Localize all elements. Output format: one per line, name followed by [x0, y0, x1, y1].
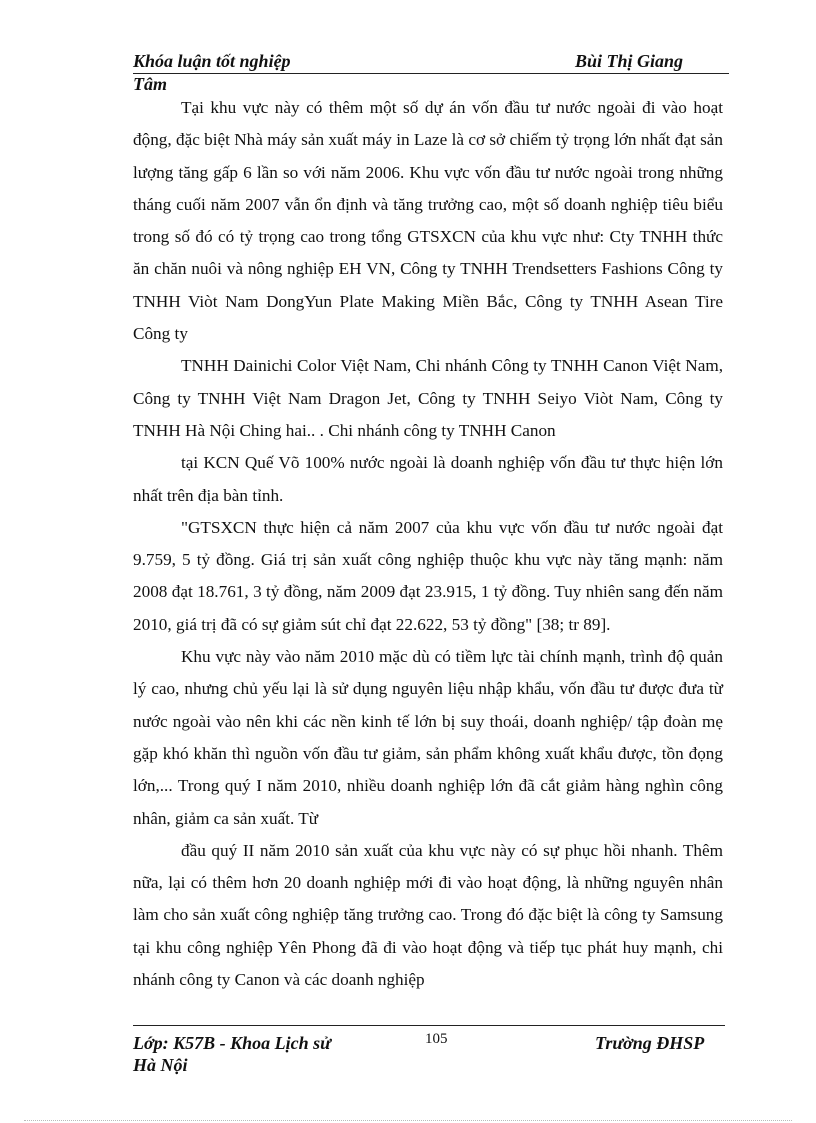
paragraph: tại KCN Quế Võ 100% nước ngoài là doanh nghiệp vốn đầu tư thực hiện lớn nhất trên địa bàn tỉnh. — [133, 453, 723, 505]
paragraph: đầu quý II năm 2010 sản xuất của khu vực này có sự phục hồi nhanh. Thêm nữa, lại có thêm hơn 20 doanh nghiệp mới đi vào hoạt động, là những nguyên nhân làm cho sản xuất công nghiệp tăng trưởng cao. Trong đó đặc biệt là công ty Samsung tại khu công nghiệp Yên Phong đã đi vào hoạt động và tiếp tục phát huy mạnh, chi nhánh công ty Canon và các doanh nghiệp — [133, 840, 723, 990]
paragraph: Khu vực này vào năm 2010 mặc dù có tiềm lực tài chính mạnh, trình độ quản lý cao, nhưng chủ yếu lại là sử dụng nguyên liệu nhập khẩu, vốn đầu tư được đưa từ nước ngoài vào nên khi các nền kinh tế lớn bị suy thoái, doanh nghiệp/ tập đoàn mẹ gặp khó khăn thì nguồn vốn đầu tư giảm, sản phẩm không xuất khẩu được, tồn đọng lớn,... Trong quý I năm 2010, nhiều doanh nghiệp lớn đã cắt giảm hàng nghìn công nhân, giảm ca sản xuất. Từ — [133, 647, 723, 828]
page-number: 105 — [425, 1031, 448, 1047]
page-bottom-edge — [24, 1120, 792, 1121]
page-header — [133, 50, 733, 98]
footer-divider — [133, 1025, 725, 1026]
footer-class-label: Lớp: K57B - Khoa Lịch sử — [133, 1033, 331, 1053]
header-author-wrap: Tâm — [133, 74, 167, 94]
header-author-name: Bùi Thị Giang — [575, 51, 684, 71]
page-footer — [133, 1030, 733, 1080]
paragraph: TNHH Dainichi Color Việt Nam, Chi nhánh Công ty TNHH Canon Việt Nam, Công ty TNHH Việt Nam Dragon Jet, Công ty TNHH Seiyo Viòt Nam, Công ty TNHH Hà Nội Ching hai.. . Chi nhánh công ty TNHH Canon — [133, 356, 723, 440]
footer-school-label: Trường ĐHSP — [595, 1033, 705, 1053]
header-divider — [133, 73, 729, 74]
paragraph: Tại khu vực này có thêm một số dự án vốn đầu tư nước ngoài đi vào hoạt động, đặc biệt Nhà máy sản xuất máy in Laze là cơ sở chiếm tỷ trọng lớn nhất đạt sản lượng tăng gấp 6 lần so với năm 2006. Khu vực vốn đầu tư nước ngoài trong những tháng cuối năm 2007 vẫn ổn định và tăng trưởng cao, một số doanh nghiệp tiêu biểu trong số đó có tỷ trọng cao trong tổng GTSXCN của khu vực như: Cty TNHH thức ăn chăn nuôi và nông nghiệp EH VN, Công ty TNHH Trendsetters Fashions Công ty TNHH Viòt Nam DongYun Plate Making Miền Bắc, Công ty TNHH Asean Tire Công ty — [133, 98, 723, 344]
header-thesis-label: Khóa luận tốt nghiệp — [133, 51, 291, 71]
paragraph: "GTSXCN thực hiện cả năm 2007 của khu vực vốn đầu tư nước ngoài đạt 9.759, 5 tỷ đồng. Giá trị sản xuất công nghiệp thuộc khu vực này tăng mạnh: năm 2008 đạt 18.761, 3 tỷ đồng, năm 2009 đạt 23.915, 1 tỷ đồng. Tuy nhiên sang đến năm 2010, giá trị đã có sự giảm sút chỉ đạt 22.622, 53 tỷ đồng" [38; tr 89]. — [133, 517, 723, 634]
footer-school-wrap: Hà Nội — [133, 1055, 188, 1075]
body-text — [133, 92, 723, 996]
